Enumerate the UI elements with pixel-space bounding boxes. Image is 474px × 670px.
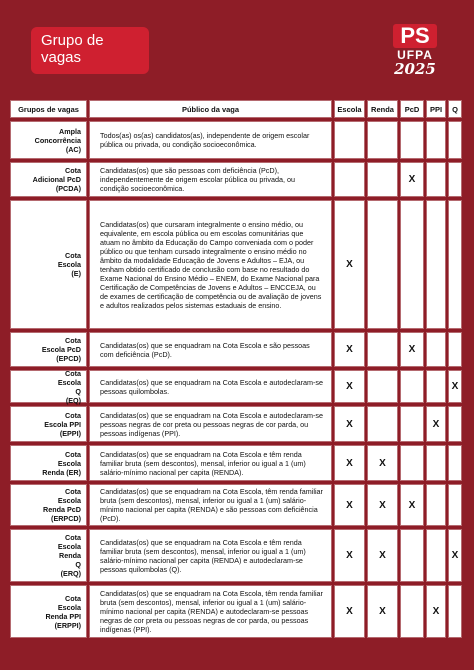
q-mark-cell [448,162,462,197]
table-row [10,484,465,526]
header-publico: Público da vaga [89,100,332,118]
grupo-line: Renda (ER) [42,467,81,477]
renda-mark-cell: X [367,585,398,638]
escola-mark-cell: X [334,585,365,638]
header-escola: Escola [334,100,365,118]
ppi-mark-cell: X [426,585,446,638]
header-renda: Renda [367,100,398,118]
grupo-cell [10,529,87,582]
pcd-mark-cell [400,529,424,582]
ppi-mark-cell: X [426,406,446,442]
escola-mark-cell: X [334,445,365,481]
grupo-line: Escola [57,496,81,505]
escola-mark-cell [334,121,365,159]
renda-mark-cell [367,200,398,329]
pcd-mark-cell [400,585,424,638]
renda-mark-cell: X [367,529,398,582]
header-q: Q [448,100,462,118]
q-mark-cell [448,200,462,329]
grupo-line: Renda PPI [45,611,81,621]
pcd-mark-cell [400,445,424,481]
publico-cell: Candidatas(os) que se enquadram na Cota Escola e têm renda familiar bruta (sem descontos), mensal, inferior ou igual a 1 (um) salário-mínimo nacional per capita (RENDA) e autodeclaram-se pessoas quilombolas (Q). [89,529,332,582]
grupo-line: (EQ) [65,395,81,405]
grupo-line: Concorrência [34,135,81,145]
pcd-mark-cell [400,406,424,442]
pcd-mark-cell: X [400,332,424,367]
grupo-line: (AC) [65,144,81,154]
pcd-mark-cell: X [400,484,424,526]
renda-mark-cell [367,406,398,442]
table-row [10,162,465,197]
escola-mark-cell [334,162,365,197]
pcd-mark-cell [400,200,424,329]
grupo-line: Q [75,560,81,569]
grupo-line: (EPCD) [56,354,81,363]
grupo-line: Cota [65,410,81,420]
q-mark-cell [448,585,462,638]
q-mark-cell [448,406,462,442]
publico-cell: Todos(as) os(as) candidatos(as), independente de origem escolar pública ou privada, ou condição socioeconômica. [89,121,332,159]
grupo-line: (ERPPI) [54,620,81,630]
escola-mark-cell: X [334,370,365,403]
escola-mark-cell: X [334,332,365,367]
header-pcd: PcD [400,100,424,118]
renda-mark-cell: X [367,445,398,481]
grupo-line: Cota [65,487,81,496]
q-mark-cell [448,484,462,526]
grupo-line: Cota [65,166,81,175]
header-ppi: PPI [426,100,446,118]
escola-mark-cell: X [334,484,365,526]
grupo-line: Escola PPI [44,419,81,429]
grupo-line: Ampla [59,126,81,136]
table-row [10,406,465,442]
renda-mark-cell [367,370,398,403]
table-row [10,200,465,329]
ppi-mark-cell [426,370,446,403]
grupo-cell [10,585,87,638]
grupo-line: Cota [65,251,81,260]
grupo-cell [10,370,87,403]
q-mark-cell: X [448,529,462,582]
page-title-line2: vagas [41,49,82,66]
publico-cell: Candidatas(os) que se enquadram na Cota Escola e são pessoas com deficiência (PcD). [89,332,332,367]
grupo-line: Escola [57,602,81,612]
grupo-line: Adicional PcD [32,175,81,184]
logo-ufpa: UFPA [397,48,433,62]
pcd-mark-cell [400,121,424,159]
grupo-line: (ERQ) [60,569,81,578]
grupo-line: Cota [65,336,81,345]
renda-mark-cell: X [367,484,398,526]
publico-cell: Candidatas(os) que se enquadram na Cota Escola e têm renda familiar bruta (sem descontos), mensal, inferior ou igual a 1 (um) salário-mínimo nacional per capita (RENDA). [89,445,332,481]
ps-ufpa-logo [385,24,445,94]
publico-cell: Candidatas(os) que são pessoas com deficiência (PcD), independentemente de origem escolar pública ou privada, ou condição socioeconômica. [89,162,332,197]
grupo-line: (PCDA) [55,184,81,193]
pcd-mark-cell: X [400,162,424,197]
q-mark-cell: X [448,370,462,403]
table-row [10,529,465,582]
grupo-cell [10,121,87,159]
grupo-line: Escola [57,260,81,269]
grupo-line: Cota [65,368,81,378]
grupo-cell [10,162,87,197]
table-row [10,121,465,159]
table-row [10,585,465,638]
grupo-line: (EPPI) [59,428,81,438]
table-row [10,332,465,367]
renda-mark-cell [367,121,398,159]
publico-cell: Candidatas(os) que cursaram integralmente o ensino médio, ou equivalente, em escola pública ou em escolas comunitárias que atuam no âmbito da Educação do Campo conveniada com o poder público ou que tenham cursado integralmente o ensino médio no âmbito da modalidade Educação de Jovens e Adultos – EJA, ou tenham obtido certificado de conclusão com base no resultado do Exame Nacional do Ensino Médio – ENEM, do Exame Nacional para Certificação de Competências de Jovens e Adultos – ENCCEJA, ou de exames de certificação de competência ou de avaliação de jovens e adultos realizados pelos sistemas estaduais de ensino. [89,200,332,329]
publico-cell: Candidatas(os) que se enquadram na Cota Escola e autodeclaram-se pessoas negras de cor preta ou pessoas negras de cor parda, ou pessoas indígenas (PPI). [89,406,332,442]
grupo-line: Renda [59,551,81,560]
escola-mark-cell: X [334,406,365,442]
renda-mark-cell [367,332,398,367]
table-row [10,445,465,481]
grupo-cell [10,445,87,481]
ppi-mark-cell [426,332,446,367]
grupo-line: (ERPCD) [51,514,81,523]
grupo-line: Cota [65,533,81,542]
logo-year: 2025 [394,60,436,78]
grupo-cell [10,406,87,442]
escola-mark-cell: X [334,529,365,582]
ppi-mark-cell [426,484,446,526]
q-mark-cell [448,332,462,367]
logo-ps: PS [393,24,437,48]
grupo-line: Escola PcD [41,345,81,354]
ppi-mark-cell [426,200,446,329]
ppi-mark-cell [426,162,446,197]
grupo-cell [10,332,87,367]
table-body [10,121,465,638]
q-mark-cell [448,121,462,159]
grupo-line: Escola [57,542,81,551]
header-grupo: Grupos de vagas [10,100,87,118]
pcd-mark-cell [400,370,424,403]
grupo-line: (E) [71,269,81,278]
page-title-line1: Grupo de [41,32,104,49]
renda-mark-cell [367,162,398,197]
grupo-line: Cota [65,593,81,603]
escola-mark-cell: X [334,200,365,329]
vagas-table [10,100,465,641]
q-mark-cell [448,445,462,481]
grupo-line: Renda PcD [43,505,81,514]
grupo-line: Escola [57,377,81,387]
publico-cell: Candidatas(os) que se enquadram na Cota Escola, têm renda familiar bruta (sem descontos), mensal, inferior ou igual a 1 (um) salário-mínimo nacional per capita (RENDA) e são pessoas com deficiência (PcD). [89,484,332,526]
ppi-mark-cell [426,529,446,582]
table-header-row [10,100,465,118]
grupo-cell [10,200,87,329]
grupo-cell [10,484,87,526]
grupo-line: Cota [65,449,81,459]
title-box [31,27,149,74]
ppi-mark-cell [426,121,446,159]
publico-cell: Candidatas(os) que se enquadram na Cota Escola e autodeclaram-se pessoas quilombolas. [89,370,332,403]
publico-cell: Candidatas(os) que se enquadram na Cota Escola, têm renda familiar bruta (sem descontos), mensal, inferior ou igual a 1 (um) salário-mínimo nacional per capita (RENDA) e autodeclaram-se pessoas negras de cor preta ou pessoas negras de cor parda, ou pessoas indígenas (PPI). [89,585,332,638]
ppi-mark-cell [426,445,446,481]
grupo-line: Escola [57,458,81,468]
grupo-line: Q [75,386,81,396]
table-row [10,370,465,403]
